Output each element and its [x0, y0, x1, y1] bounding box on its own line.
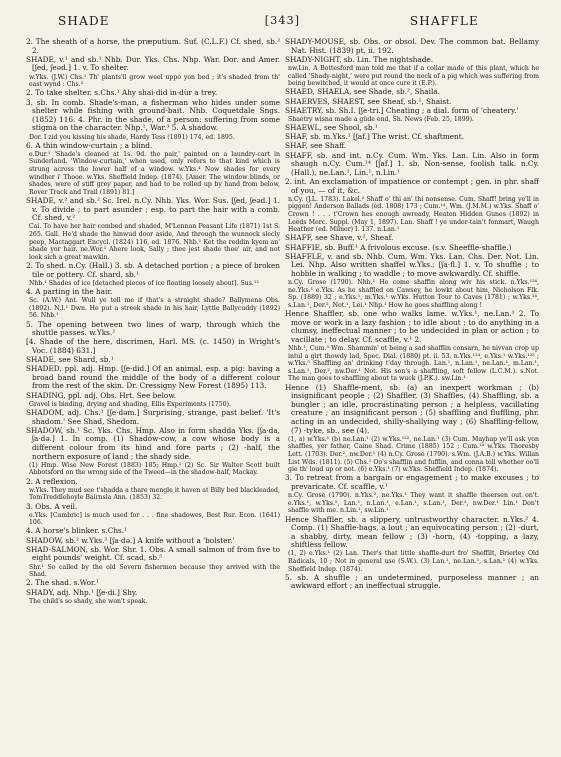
quotation-block: n.Cy. Grose (1790). Nhb.¹ He come shaffin along wiv his stick. n.Yks.¹²⁴, ne.Yks.¹ e.Yks. As he shaffled on Cawsey, he lowkt about him, Nicholson Flk. Sp. (1889) 32 ; e.Yks.¹, m.Yks.¹ w.Yks. Hutton Tour to Caves (1781) ; w.Yks.¹⁴, s.Lan.¹, Der.², Not.¹, Lei.¹ Nhp.¹ How he goes shaffling along !: [288, 279, 539, 309]
quotation-block: n.Cy. Grose (1790). n.Yks.², ne.Yks.¹ They want it shaffle theersen out on't. e.Yks.¹, w.Yks.⁵, Lan.¹, n.Lan.¹, e.Lan.¹, s.Lan.¹, Der.², nw.Der.¹ Lin.¹ Don't shaffle with me. n.Lin.¹, sw.Lin.¹: [288, 492, 539, 515]
dictionary-entry: 2. To take shelter. s.Chs.¹ Ahy shai·did in·dùr a trey.: [26, 88, 218, 98]
dictionary-entry: SHADOW, sb.¹ Sc. Yks. Chs. Hmp. Also in form shadda Yks. [ʃa·da, ʃa·də.] 1. In comp. (1) Shadow-cow, a cow whose body is a different colour from its hind and fore parts ; (2) -half, the northern exposure of land ; the shady side.: [26, 425, 280, 461]
dictionary-entry: SHADE, v.¹ and sb.¹ Nhb. Dur. Yks. Chs. Nhp. War. Dor. and Amer. [ʃed, ʃeəd.] 1. v. To shelter.: [26, 54, 280, 73]
quotation-block: e.Dur.¹ 'Shade's cleaned at 1s. 9d. the pair,' painted on a laundry-cart in Sunderland. 'Window-curtain,' when used, only refers to that kind which is strung across the lower half of a window. w.Yks.⁴ Now shades for every windher i' Thooe. w.Yks. Sheffield Indep. (1874). [Amer. The window blinds, or shades, were of stiff grey paper, and had to be rolled up by hand from below, Rover Track and Trail (1891) 81.]: [29, 150, 280, 196]
two-column-body: [26, 38, 539, 754]
dictionary-entry: 6. A thin window-curtain ; a blind.: [26, 140, 153, 150]
dictionary-entry: SHAFFLE, v. and sb. Nhb. Cum. Wm. Yks. Lan. Chs. Der. Not. Lin. Lei. Nhp. Also written shaffel w.Yks.; [ʃa·fl.] 1. v. To shuffle ; to hobble in walking ; to waddle ; to move awkwardly. Cf. shiffle.: [285, 251, 539, 278]
quotation-block: Nhb.¹, Cum.³ Wm. Shammin' et being a sad shafflin consarn, he nivvan crop up intul a girt thowdy lad, Spec. Dial. (1880) pt. ii. 53. n.Yks.¹²⁴, e.Yks.¹ w.Yks.¹²⁵ ; w.Yks.⁵ Shaffling an' drinking t'day through. Lan.¹, n.Lan.¹, ne.Lan.¹, m.Lan.¹, s.Lan.¹, Der.², nw.Der.¹ Not. His son's a shaffling, soft fellow (L.C.M.). s.Not. The man goes to shaffling about ta wuck (J.P.K.). sw.Lin.¹: [288, 345, 539, 383]
quotation-block: Dor. I zid you kissing his shade, Hardy Tess (1891) 174, ed. 1895.: [29, 133, 235, 141]
dictionary-entry: SHADY, adj. Nhp.¹ [ʃe·di.] Shy.: [26, 587, 138, 597]
quotation-block: Shaetry wisna made a güde end, Sh. News (Feb. 25, 1899).: [288, 115, 474, 123]
dictionary-entry: 2. The shad. s.Wor.¹: [26, 578, 99, 588]
dictionary-entry: Hence Shaffler, sb. a slippery, untrustworthy character. n.Yks.² 4. Comp. (1) Shaffle-bags, a lout ; an equivocating person ; (2) -durt, a shabby, dirty, mean fellow ; (3) -horn, (4) -topping, a lazy, shiftless fellow.: [285, 514, 539, 550]
quotation-block: (1) Hmp. Wise New Forest (1883) 185; Hmp.¹ (2) Sc. Sir Walter Scott built Abbotsford on the wrong side of the Tweed—in the shadow-half, Mackay.: [29, 461, 280, 477]
dictionary-entry: 3. sb. In comb. Shade's-man, a fisherman who hides under some shelter while fishing with ground-bait. Nhb. Coquetdale Sngs. (1852) 116. 4. Phr. in the shade, of a person: suffering from some stigma on the character. Nhp.¹, War.³ 5. A shadow.: [26, 97, 280, 133]
dictionary-entry: [4. Shade of the here, discrimen, Harl. MS. (c. 1450) in Wright's Voc. (1884) 631.]: [26, 337, 280, 355]
page-number: [343]: [264, 14, 301, 27]
dictionary-entry: 4. A parting in the hair.: [26, 286, 113, 296]
quotation-block: e.Yks. [Cambric] is much used for . . . fine shadowes, Best Rur. Econ. (1641) 106.: [29, 511, 280, 527]
dictionary-entry: SHADE, v.² and sb.² Sc. Irel. n.Cy. Nhb. Yks. Wor. Sus. [ʃed, ʃeəd.] 1. v. To divide ; to part asunder ; esp. to part the hair with a comb. Cf. shed, v.²: [26, 196, 280, 223]
dictionary-entry: 5. The opening between two lines of warp, through which the shuttle passes. w.Yks.²: [26, 319, 280, 338]
left-column: [26, 38, 280, 754]
dictionary-entry: 5. sb. A shuffle ; an undetermined, purposeless manner ; an awkward effort ; an ineffectual struggle.: [285, 572, 539, 591]
dictionary-entry: SHADING, ppl. adj. Obs. Hrt. See below.: [26, 390, 177, 400]
dictionary-entry: SHADED, ppl. adj. Hmp. [ʃe·did.] Of an animal, esp. a pig: having a broad band round the middle of the body of a different colour from the rest of the skin. Dr. Cressigny New Forest (1895) 113.: [26, 364, 280, 391]
quotation-block: Sc. (A.W.) Ant. Wull ye tell me if that's a straight shade? Ballymena Obs. (1892). N.I.¹ Dwn. He put a streek shade in his hair, Lyttle Ballycuddy (1892) 56. Nhb.¹: [29, 297, 280, 320]
dictionary-entry: SHAERVES, SHAEST, see Sheaf, sb.¹, Shaist.: [285, 96, 452, 106]
quotation-block: Shr.¹ So called by the old Severn fishermen because they arrived with the Shad.: [29, 563, 280, 579]
header-right-word: SHAFFLE: [409, 14, 479, 28]
dictionary-entry: SHADE, see Shard, sb.¹: [26, 355, 114, 365]
quotation-block: w.Yks. (J.W.) Chs.¹ Th' plants'll grow weel uppo yon bed ; it's shaded from th' east wynd : Chs.³: [29, 73, 280, 89]
dictionary-entry: SHAF, see Shaff.: [285, 141, 347, 151]
dictionary-entry: SHAED, SHAELA, see Shade, sb.², Shaila.: [285, 87, 440, 97]
dictionary-entry: SHAFF, sb. and int. n.Cy. Cum. Wm. Yks. Lan. Lin. Also in form shaugh n.Cy. Cum.¹⁴ [ʃaf.] 1. sb. Non-sense, foolish talk. n.Cy. (Hall.), ne.Lan.¹, Lin.¹, n.Lin.¹: [285, 150, 539, 177]
dictionary-entry: 2. A reflexion.: [26, 476, 78, 486]
quotation-block: Gravel is binding, drying and shading, Ellis Experiments (1750).: [29, 400, 231, 408]
dictionary-entry: Hence (1) Shaffle-ment, sb. (a) an inexpert workman ; (b) insignificant people ; (2) Shaffler, (3) Shaffles, (4) Shaffling, sb. a bungler ; an idle, procrastinating person ; a helpless, vacillating creature ; an insignificant person ; (5) shaffling and fluffling, phr. acting in an undecided, shilly-shallying way ; (6) Shaffling-fellow, (7) -tyke, sb., see (4).: [285, 382, 539, 435]
dictionary-entry: SHADOM, adj. Chs.¹ [ʃe·dəm.] Surprising, strange, past belief. 'It's shadom.' See Shad, Shedom.: [26, 408, 280, 426]
dictionary-entry: 2. int. An exclamation of impatience or contempt ; gen. in phr. shaff of you, — of it, &c.: [285, 177, 539, 195]
dictionary-entry: 2. The sheath of a horse, the præputium. Suf. (C.L.F.) Cf. shed, sb.² 2.: [26, 38, 280, 55]
running-header: [26, 14, 539, 32]
dictionary-entry: SHAF, sb. m.Yks.¹ [ʃaf.] The wrist. Cf. shaftment.: [285, 132, 465, 142]
dictionary-entry: SHAFFIE, sb. Buff.¹ A frivolous excuse. (s.v. Sheeffle-shaffle.): [285, 242, 512, 252]
quotation-block: (1, 2) e.Yks.¹ (2) Lan. Ther's that little shaffle-durt fro' Sheffilt, Brierley Old Radicals, 10 ; Not in general use (S.W.). (3) Lan.¹, ne.Lan.¹, s.Lan.¹ (4) w.Yks. Sheffield Indep. (1874).: [288, 550, 539, 573]
quotation-block: (1, a) w.Yks.¹ (b) ne.Lan.¹ (2) w.Yks.¹²², ne.Lan.¹ (3) Cum. Mayhap ye'll ask yon shaffles, yer father, Caine Shad. Crime (1885) 152 ; Cum.¹⁴ w.Yks. Thoresby Lett. (1703). Der.², nw.Der.¹ (4) n.Cy. Grose (1790). s.Wm. (J.A.B.) w.Yks. Willan List Wds. (1811). (5) Chs.¹ Oo's shafflin and fufflin, and conna tell whether oo'll gie th' loud up or not. (6) e.Yks.¹ (7) w.Yks. Sheffield Indep. (1874).: [288, 435, 539, 474]
dictionary-entry: SHAD-SALMON, sb. Wor. Shr. 1. Obs. A small salmon of from five to eight pounds' weight. Cf. scad, sb.⁵: [26, 544, 280, 563]
dictionary-entry: 3. Obs. A veil.: [26, 501, 78, 511]
dictionary-entry: SHAEWL, see Shool, sb.¹: [285, 123, 378, 133]
quotation-block: Cai. To have her hair combed and shaded, M'Lennan Peasant Life (1871) 1st S. 265. Gall. He'd shade the hinwud door aside, And through the wunnock slecly peep, Mactaggart Encycl. (1824) 116, ed. 1876. Nhb.¹ Ket the reddin kyem an' shade yor hair. ne.Wor.¹ Ahere look, Sally ; thee jest shade thee' air, and not look sich a great mawkin.: [29, 223, 280, 261]
dictionary-entry: SHAETRY, sb. Sh.I. [ʃe·tri.] Cheating ; a dial. form of 'cheatery.': [285, 105, 519, 115]
quotation-block: nw.Lin. A Bottesford man told me that if a collar made of this plant, which he called 'Shady-night,' were put round the neck of a pig which was suffering from being bewitched, it would at once cure it (E.P.).: [288, 64, 539, 88]
dictionary-entry: Hence Shaffler, sb. one who walks lame. w.Yks.¹, ne.Lan.¹ 2. To move or work in a lazy fashion ; to idle about ; to do anything in a clumsy, ineffectual manner ; to be undecided in plan or action ; to vacillate ; to delay. Cf. scaffle, v.¹ 2.: [285, 309, 539, 344]
dictionary-entry: SHAFF, see Shave, v.², Sheaf.: [285, 233, 394, 243]
dictionary-entry: SHADY-NIGHT, sb. Lin. The nightshade.: [285, 54, 434, 64]
quotation-block: Nhb.¹ Shades of ice [detached pieces of ice floating loosely about]. Sus.¹²: [29, 279, 259, 287]
header-left-word: SHADE: [58, 14, 110, 28]
dictionary-entry: 4. A horse's blinker. s.Chs.¹: [26, 526, 128, 536]
dictionary-entry: 2. To shed. n.Cy. (Hall.) 3. sb. A detached portion ; a piece of broken tile or pottery. Cf. shard, sb.¹: [26, 260, 280, 279]
dictionary-entry: SHADY-MOUSE, sb. Obs. or obsol. Dev. The common bat. Bellamy Nat. Hist. (1839) pt. ii. 192.: [285, 38, 539, 55]
quotation-block: n.Cy. (J.L. 1783). Lakel.² Shaff o' thi an' thi nonsense. Cum. Shaff! bring ye'll in piggen! Anderson Ballads (ed. 1808) 173 ; Cum.¹⁴, Wm. (J.M.M.) w.Yks. Shaff o' Crown ! . . . t'Crown hes enough awready, Heaton Hidden Gunes (1892) in Leeds Merc. Suppl. (May 1, 1897). Lan. Shaff ! ye under-tain't fonmart, Waugh Heather (ed. Milner) I. 137. n.Lan.¹: [288, 195, 539, 234]
quotation-block: w.Yks. They mud see t'shadda a thare mengle it haven at Billy bed blackleaded, TomTreddlehoyle Bairnsla Ann. (1853) 32.: [29, 486, 280, 502]
dictionary-entry: 3. To retreat from a bargain or engagement ; to make excuses ; to prevaricate. Cf. scaffle, v.¹: [285, 473, 539, 491]
quotation-block: The child's so shady, she won't speak.: [29, 597, 148, 605]
right-column: [285, 38, 539, 754]
dictionary-entry: SHADOW, sb.² w.Yks.² [ʃa·də.] A knife without a 'bolster.': [26, 535, 235, 545]
